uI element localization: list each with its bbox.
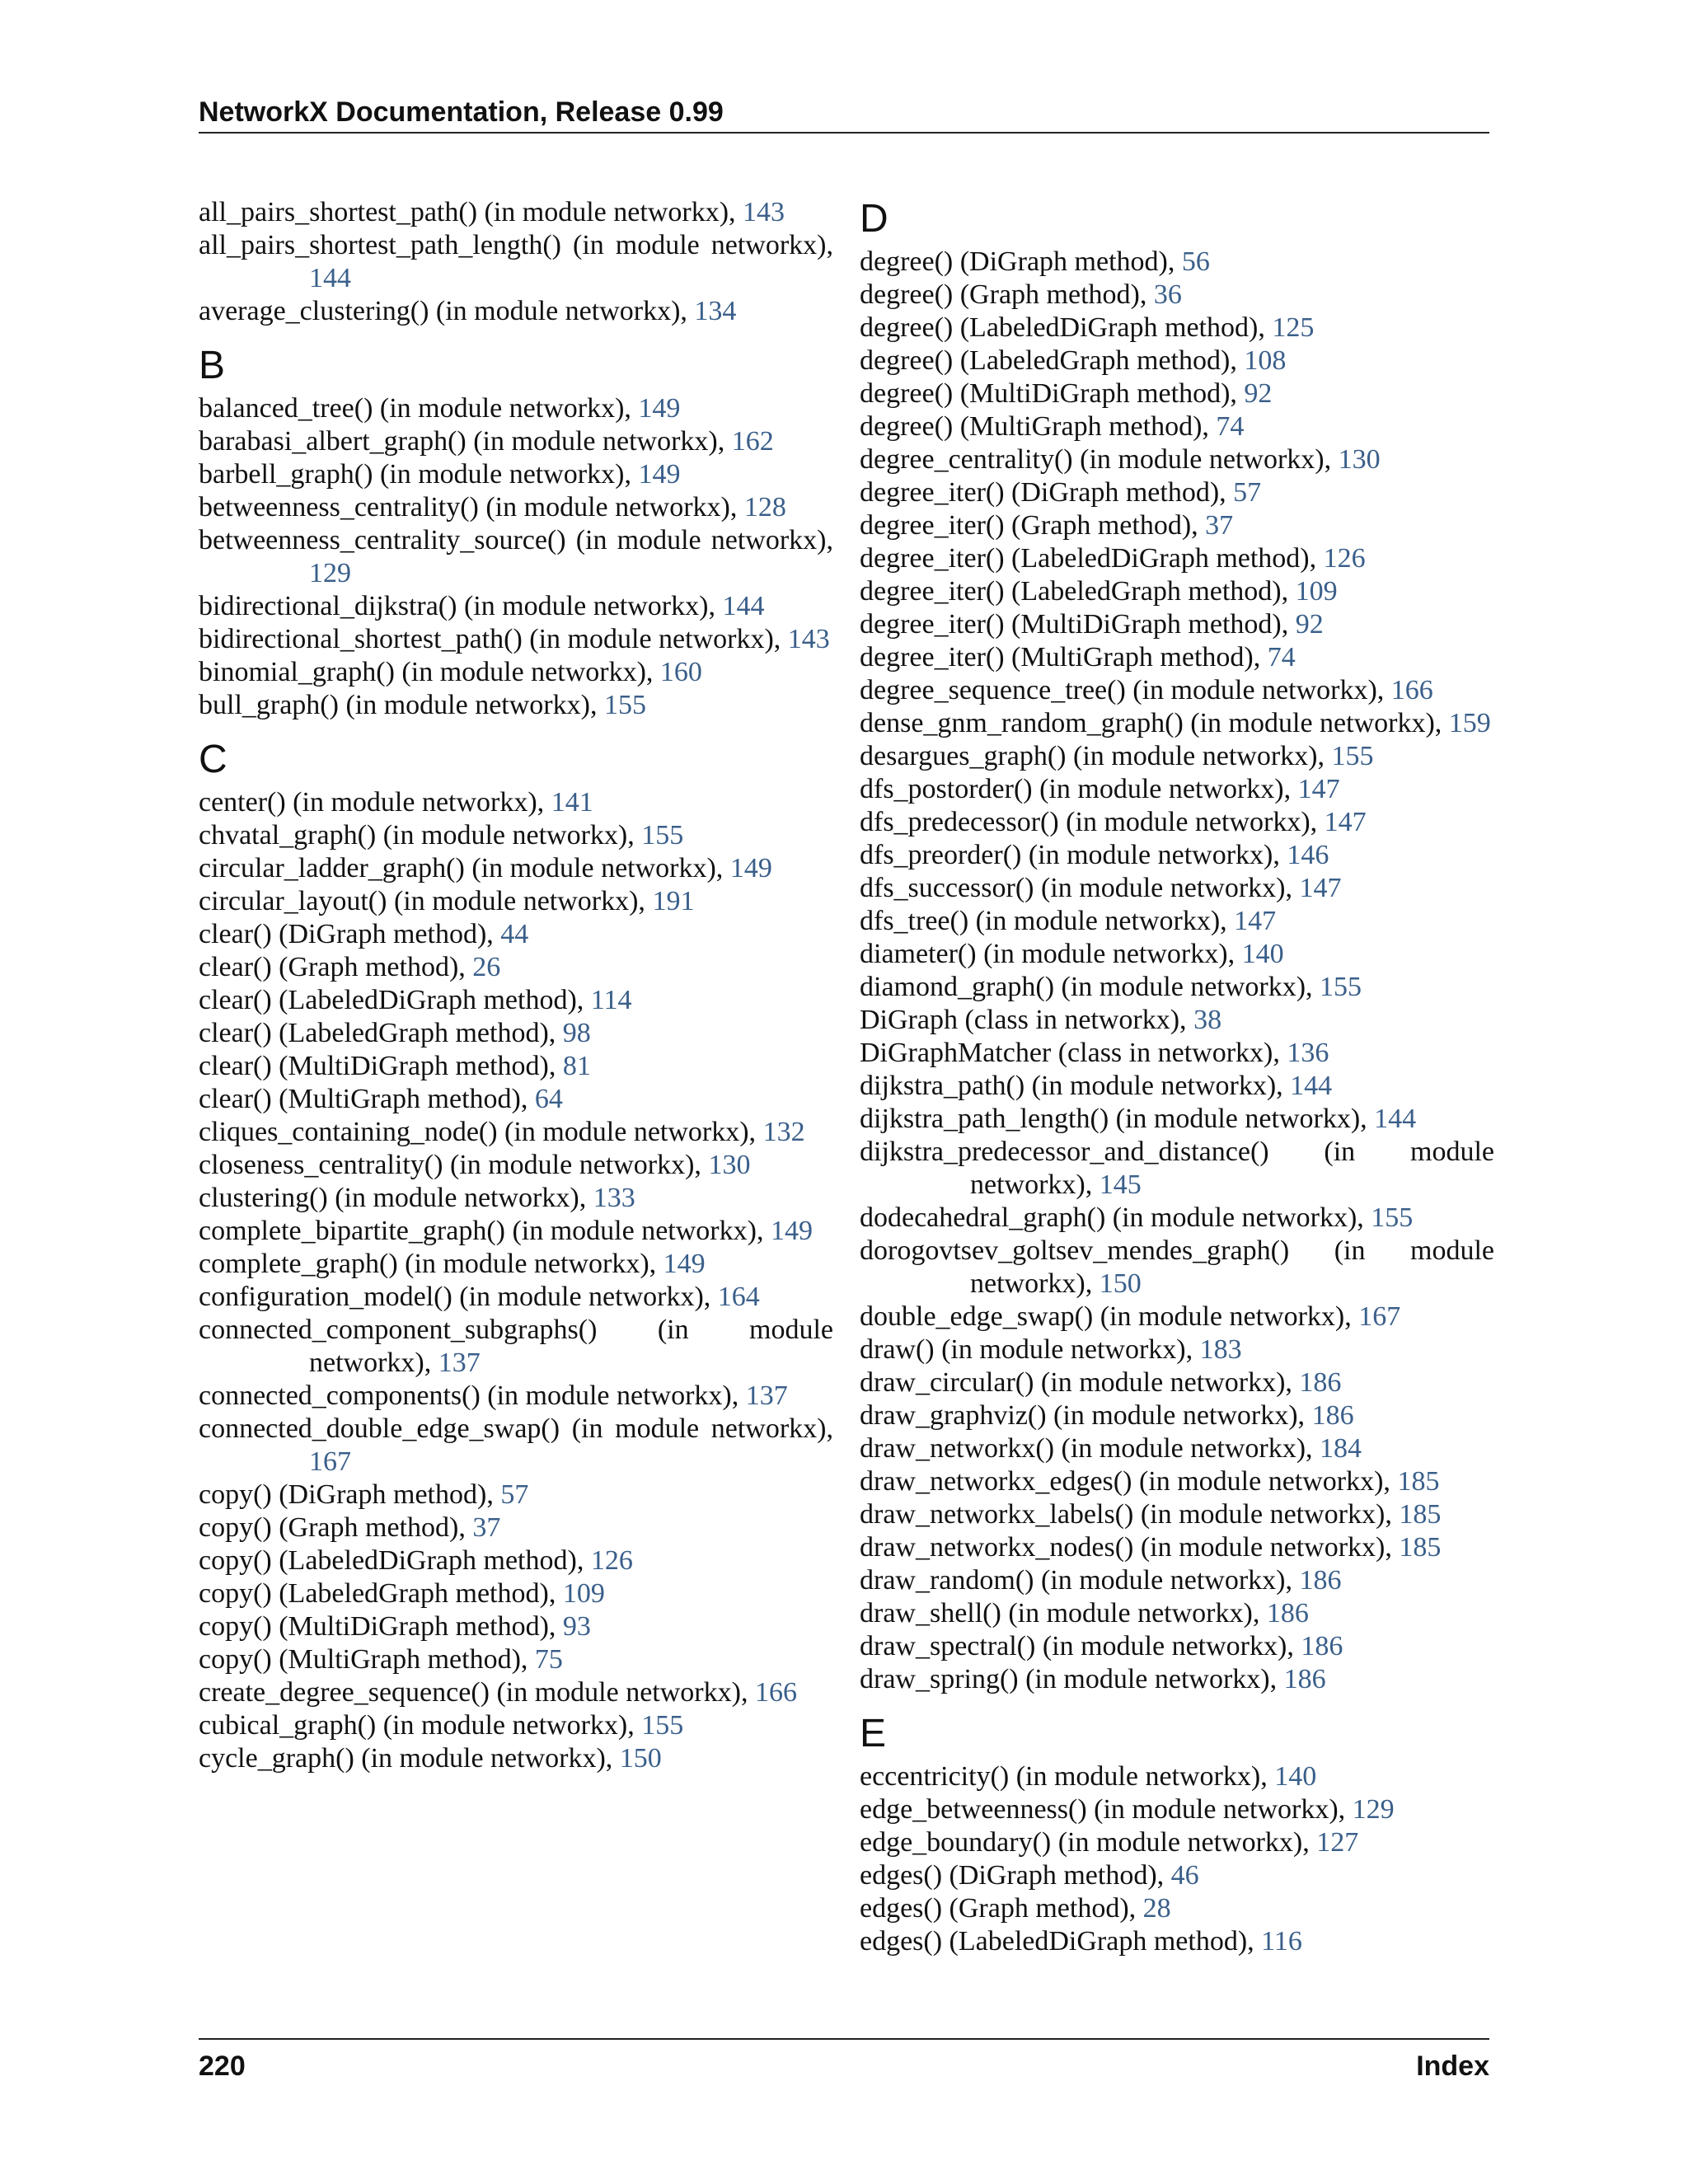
page-link[interactable]: 141 xyxy=(551,787,593,818)
page-link[interactable]: 144 xyxy=(1290,1071,1333,1101)
index-entry-term: create_degree_sequence() (in module networkx), xyxy=(199,1677,755,1708)
index-entry xyxy=(860,1432,1494,1465)
index-entry-term: edge_betweenness() (in module networkx), xyxy=(860,1794,1353,1825)
index-entry xyxy=(199,852,833,885)
index-entry-term: clear() (LabeledGraph method), xyxy=(199,1018,563,1048)
page-link[interactable]: 126 xyxy=(1323,543,1366,574)
index-entry-term: connected_double_edge_swap() (in module networkx), xyxy=(199,1413,833,1444)
index-entry-term: clustering() (in module networkx), xyxy=(199,1183,593,1213)
index-entry xyxy=(199,1149,833,1182)
index-entry-term: circular_layout() (in module networkx), xyxy=(199,886,653,916)
index-entry xyxy=(199,229,833,295)
page-link[interactable]: 126 xyxy=(590,1545,633,1576)
index-entry-term: average_clustering() (in module networkx), xyxy=(199,296,695,326)
index-letter-heading: E xyxy=(860,1712,887,1755)
index-entry-term: cycle_graph() (in module networkx), xyxy=(199,1743,620,1774)
index-entry xyxy=(199,689,833,722)
index-entry xyxy=(860,575,1494,608)
page-link[interactable]: 108 xyxy=(1244,345,1287,376)
index-entry xyxy=(199,1742,833,1775)
index-entry xyxy=(199,786,833,819)
index-entry xyxy=(199,524,833,590)
index-entry xyxy=(199,1479,833,1511)
index-entry-term: center() (in module networkx), xyxy=(199,787,551,818)
page-header xyxy=(199,94,1489,134)
index-entry-term: edge_boundary() (in module networkx), xyxy=(860,1827,1317,1858)
index-entry-term: draw_circular() (in module networkx), xyxy=(860,1367,1300,1398)
page-link[interactable]: 144 xyxy=(309,263,351,293)
index-entry xyxy=(860,1465,1494,1498)
index-entry xyxy=(860,443,1494,476)
page-link[interactable]: 149 xyxy=(770,1216,813,1246)
index-entry-term: double_edge_swap() (in module networkx), xyxy=(860,1301,1359,1332)
index-entry xyxy=(860,1531,1494,1564)
page-link[interactable]: 186 xyxy=(1283,1664,1326,1694)
index-entry-term: dijkstra_path() (in module networkx), xyxy=(860,1071,1291,1101)
index-entry-term: betweenness_centrality_source() (in module networkx), xyxy=(199,525,833,555)
index-entry-term: balanced_tree() (in module networkx), xyxy=(199,393,639,424)
page-link[interactable]: 57 xyxy=(1233,477,1262,508)
page-link[interactable]: 186 xyxy=(1311,1400,1354,1431)
page-link[interactable]: 116 xyxy=(1261,1926,1302,1957)
index-entry xyxy=(860,872,1494,905)
index-entry xyxy=(199,491,833,524)
index-entry xyxy=(199,425,833,458)
index-entry-term: diamond_graph() (in module networkx), xyxy=(860,972,1320,1002)
index-entry xyxy=(860,773,1494,806)
index-entry-term: edges() (Graph method), xyxy=(860,1893,1143,1924)
index-entry xyxy=(860,740,1494,773)
page-link[interactable]: 92 xyxy=(1295,609,1324,640)
index-entry-term: dijkstra_path_length() (in module networkx), xyxy=(860,1104,1375,1134)
index-entry-term: complete_bipartite_graph() (in module networkx), xyxy=(199,1216,771,1246)
index-entry-term: draw() (in module networkx), xyxy=(860,1334,1200,1365)
page-link[interactable]: 137 xyxy=(745,1380,788,1411)
index-entry-term: configuration_model() (in module networkx), xyxy=(199,1282,718,1312)
index-entry xyxy=(860,1498,1494,1531)
index-entry-term: bidirectional_shortest_path() (in module networkx), xyxy=(199,624,788,654)
page-link[interactable]: 186 xyxy=(1299,1367,1342,1398)
index-entry xyxy=(860,938,1494,971)
index-entry-term: dijkstra_predecessor_and_distance() (in module networkx), xyxy=(860,1137,1494,1200)
index-entry xyxy=(860,1925,1494,1958)
index-entry-term: copy() (Graph method), xyxy=(199,1512,473,1543)
index-entry xyxy=(860,839,1494,872)
index-entry xyxy=(199,885,833,918)
page-link[interactable]: 160 xyxy=(659,657,702,687)
index-entry xyxy=(860,1597,1494,1630)
index-entry xyxy=(860,971,1494,1004)
page-link[interactable]: 162 xyxy=(731,426,774,457)
document-title: NetworkX Documentation, Release 0.99 xyxy=(199,96,724,128)
index-entry xyxy=(860,1892,1494,1925)
page-link[interactable]: 134 xyxy=(694,296,737,326)
index-entry xyxy=(199,951,833,984)
page-link[interactable]: 140 xyxy=(1241,939,1284,969)
index-entry xyxy=(199,1017,833,1050)
index-entry xyxy=(860,1366,1494,1399)
page-link[interactable]: 147 xyxy=(1297,774,1340,804)
index-entry-term: complete_graph() (in module networkx), xyxy=(199,1249,663,1279)
index-entry-term: copy() (MultiDiGraph method), xyxy=(199,1611,563,1642)
index-entry xyxy=(199,1676,833,1709)
index-entry-term: draw_spectral() (in module networkx), xyxy=(860,1631,1301,1661)
index-entry xyxy=(860,1859,1494,1892)
page-link[interactable]: 167 xyxy=(309,1446,351,1477)
index-entry-term: betweenness_centrality() (in module networkx), xyxy=(199,492,744,523)
index-entry xyxy=(860,279,1494,312)
page-link[interactable]: 128 xyxy=(743,492,786,523)
index-entry xyxy=(860,1333,1494,1366)
index-entry-term: circular_ladder_graph() (in module networkx), xyxy=(199,853,730,883)
page-footer xyxy=(199,2038,1489,2084)
index-entry-term: clear() (LabeledDiGraph method), xyxy=(199,985,591,1015)
index-entry-term: copy() (MultiGraph method), xyxy=(199,1644,535,1675)
index-entry xyxy=(199,1314,833,1380)
page-link[interactable]: 185 xyxy=(1399,1499,1442,1530)
index-entry-term: DiGraphMatcher (class in networkx), xyxy=(860,1038,1287,1068)
index-entry-term: degree_iter() (LabeledDiGraph method), xyxy=(860,543,1324,574)
index-column-right xyxy=(860,196,1494,1958)
page-link[interactable]: 127 xyxy=(1316,1827,1359,1858)
index-entry-term: edges() (DiGraph method), xyxy=(860,1860,1171,1891)
index-entry xyxy=(199,623,833,656)
index-entry-term: dense_gnm_random_graph() (in module networkx), xyxy=(860,708,1449,738)
page-link[interactable]: 136 xyxy=(1287,1038,1329,1068)
index-entry-term: copy() (LabeledDiGraph method), xyxy=(199,1545,591,1576)
index-entry xyxy=(860,1564,1494,1597)
section-name: Index xyxy=(1416,2050,1489,2082)
index-entry-term: degree() (MultiDiGraph method), xyxy=(860,378,1245,409)
index-entry xyxy=(860,246,1494,279)
index-entry-term: dfs_tree() (in module networkx), xyxy=(860,906,1235,936)
index-entry-term: closeness_centrality() (in module networkx), xyxy=(199,1150,709,1180)
page-link[interactable]: 166 xyxy=(1390,675,1433,705)
page-link[interactable]: 164 xyxy=(717,1282,760,1312)
page-link[interactable]: 125 xyxy=(1272,312,1315,343)
index-entry-term: dfs_predecessor() (in module networkx), xyxy=(860,807,1325,837)
page-link[interactable]: 184 xyxy=(1320,1433,1362,1464)
index-entry xyxy=(860,476,1494,509)
index-entry-term: degree_iter() (MultiGraph method), xyxy=(860,642,1268,673)
page-link[interactable]: 130 xyxy=(1338,444,1381,475)
index-entry-term: degree_iter() (DiGraph method), xyxy=(860,477,1234,508)
index-entry xyxy=(199,392,833,425)
page-link[interactable]: 92 xyxy=(1244,378,1273,409)
index-entry xyxy=(199,1380,833,1413)
index-entry-term: degree() (DiGraph method), xyxy=(860,246,1182,277)
page-link[interactable]: 147 xyxy=(1234,906,1277,936)
index-entry xyxy=(199,590,833,623)
index-entry-term: cubical_graph() (in module networkx), xyxy=(199,1710,642,1741)
page-link[interactable]: 186 xyxy=(1299,1565,1342,1596)
index-entry-term: bull_graph() (in module networkx), xyxy=(199,690,604,720)
index-entry-term: clear() (Graph method), xyxy=(199,952,473,982)
page-link[interactable]: 183 xyxy=(1199,1334,1242,1365)
page-link[interactable]: 191 xyxy=(652,886,695,916)
index-entry xyxy=(860,1202,1494,1235)
index-entry-term: connected_components() (in module networkx), xyxy=(199,1380,746,1411)
index-entry xyxy=(199,1544,833,1577)
page-link[interactable]: 155 xyxy=(1320,972,1362,1002)
page-link[interactable]: 149 xyxy=(638,393,681,424)
index-letter-heading: B xyxy=(199,344,226,387)
index-letter-heading: D xyxy=(860,197,889,241)
index-entry xyxy=(860,674,1494,707)
index-entry xyxy=(199,1709,833,1742)
index-entry xyxy=(860,806,1494,839)
index-entry xyxy=(199,196,833,229)
page-link[interactable]: 140 xyxy=(1274,1761,1317,1792)
index-entry xyxy=(860,377,1494,410)
index-entry xyxy=(860,410,1494,443)
index-entry-term: clear() (MultiDiGraph method), xyxy=(199,1051,563,1081)
index-entry xyxy=(860,312,1494,344)
page-link[interactable]: 186 xyxy=(1301,1631,1343,1661)
page-link[interactable]: 144 xyxy=(1374,1104,1417,1134)
page-link[interactable]: 109 xyxy=(562,1578,605,1609)
index-entry-term: eccentricity() (in module networkx), xyxy=(860,1761,1275,1792)
index-entry-term: connected_component_subgraphs() (in module networkx), xyxy=(199,1315,833,1378)
index-entry-term: all_pairs_shortest_path_length() (in module networkx), xyxy=(199,230,833,260)
index-entry xyxy=(199,1116,833,1149)
page-link[interactable]: 38 xyxy=(1193,1005,1222,1035)
index-entry xyxy=(199,918,833,951)
index-entry-term: draw_spring() (in module networkx), xyxy=(860,1664,1284,1694)
page-link[interactable]: 159 xyxy=(1448,708,1491,738)
index-entry-term: edges() (LabeledDiGraph method), xyxy=(860,1926,1262,1957)
page-link[interactable]: 74 xyxy=(1267,642,1296,673)
index-entry-term: degree() (LabeledGraph method), xyxy=(860,345,1245,376)
page-link[interactable]: 146 xyxy=(1287,840,1329,870)
index-entry xyxy=(860,1301,1494,1333)
index-entry-term: draw_graphviz() (in module networkx), xyxy=(860,1400,1312,1431)
index-entry xyxy=(860,1235,1494,1301)
page-link[interactable]: 144 xyxy=(722,591,765,621)
index-entry-term: dfs_preorder() (in module networkx), xyxy=(860,840,1287,870)
page-link[interactable]: 133 xyxy=(593,1183,635,1213)
index-entry xyxy=(860,707,1494,740)
index-entry xyxy=(860,1826,1494,1859)
index-entry-term: copy() (LabeledGraph method), xyxy=(199,1578,563,1609)
index-entry xyxy=(860,641,1494,674)
index-entry-term: draw_networkx_nodes() (in module networkx), xyxy=(860,1532,1400,1563)
index-entry-term: DiGraph (class in networkx), xyxy=(860,1005,1194,1035)
index-entry-term: draw_networkx_labels() (in module networkx), xyxy=(860,1499,1400,1530)
index-entry xyxy=(860,1663,1494,1696)
page-link[interactable]: 143 xyxy=(787,624,830,654)
page-link[interactable]: 149 xyxy=(638,459,681,490)
page-link[interactable]: 155 xyxy=(1331,741,1374,771)
index-entry-term: diameter() (in module networkx), xyxy=(860,939,1242,969)
index-entry-term: draw_networkx() (in module networkx), xyxy=(860,1433,1320,1464)
index-entry-term: clear() (DiGraph method), xyxy=(199,919,501,949)
page-link[interactable]: 75 xyxy=(534,1644,563,1675)
index-entry-term: binomial_graph() (in module networkx), xyxy=(199,657,660,687)
index-entry xyxy=(199,819,833,852)
index-entry xyxy=(860,1103,1494,1136)
page-link[interactable]: 143 xyxy=(743,197,785,227)
index-entry xyxy=(199,1248,833,1281)
index-entry-term: desargues_graph() (in module networkx), xyxy=(860,741,1332,771)
index-entry xyxy=(199,1511,833,1544)
index-entry-term: draw_networkx_edges() (in module networkx), xyxy=(860,1466,1398,1497)
index-entry-term: degree() (Graph method), xyxy=(860,279,1154,310)
index-entry xyxy=(199,1643,833,1676)
index-entry xyxy=(199,1577,833,1610)
index-entry-term: degree_centrality() (in module networkx), xyxy=(860,444,1339,475)
page-link[interactable]: 74 xyxy=(1216,411,1245,442)
index-entry-term: degree_iter() (Graph method), xyxy=(860,510,1206,541)
index-entry xyxy=(860,608,1494,641)
index-entry-term: bidirectional_dijkstra() (in module networkx), xyxy=(199,591,723,621)
index-entry-term: degree_iter() (LabeledGraph method), xyxy=(860,576,1296,607)
page-link[interactable]: 129 xyxy=(1352,1794,1395,1825)
index-entry-term: degree() (LabeledDiGraph method), xyxy=(860,312,1273,343)
page-link[interactable]: 114 xyxy=(590,985,632,1015)
index-entry-term: draw_random() (in module networkx), xyxy=(860,1565,1300,1596)
page-link[interactable]: 155 xyxy=(641,1710,684,1741)
page-link[interactable]: 147 xyxy=(1299,873,1342,903)
index-entry-term: dfs_successor() (in module networkx), xyxy=(860,873,1300,903)
index-entry xyxy=(860,542,1494,575)
page-link[interactable]: 46 xyxy=(1170,1860,1199,1891)
page-link[interactable]: 130 xyxy=(708,1150,751,1180)
index-entry-term: barbell_graph() (in module networkx), xyxy=(199,459,639,490)
index-entry-term: dodecahedral_graph() (in module networkx), xyxy=(860,1202,1372,1233)
page-link[interactable]: 185 xyxy=(1397,1466,1440,1497)
index-entry-term: barabasi_albert_graph() (in module networkx), xyxy=(199,426,732,457)
page-link[interactable]: 109 xyxy=(1295,576,1338,607)
page-link[interactable]: 149 xyxy=(729,853,772,883)
index-entry-term: dfs_postorder() (in module networkx), xyxy=(860,774,1298,804)
index-entry-term: degree_sequence_tree() (in module networkx), xyxy=(860,675,1391,705)
index-entry xyxy=(199,458,833,491)
page-link[interactable]: 186 xyxy=(1266,1598,1309,1629)
page-link[interactable]: 81 xyxy=(562,1051,591,1081)
page-link[interactable]: 150 xyxy=(1099,1268,1142,1299)
page-link[interactable]: 155 xyxy=(641,820,684,851)
index-entry xyxy=(860,344,1494,377)
index-entry xyxy=(860,1136,1494,1202)
page-link[interactable]: 37 xyxy=(472,1512,501,1543)
index-entry-term: dorogovtsev_goltsev_mendes_graph() (in module networkx), xyxy=(860,1235,1494,1299)
index-entry xyxy=(199,656,833,689)
index-entry xyxy=(860,1630,1494,1663)
page-link[interactable]: 98 xyxy=(562,1018,591,1048)
index-entry xyxy=(199,1413,833,1479)
page-link[interactable]: 56 xyxy=(1181,246,1210,277)
index-entry xyxy=(199,984,833,1017)
page-link[interactable]: 93 xyxy=(562,1611,591,1642)
index-entry-term: draw_shell() (in module networkx), xyxy=(860,1598,1267,1629)
page-link[interactable]: 149 xyxy=(663,1249,706,1279)
index-entry xyxy=(860,1793,1494,1826)
page-link[interactable]: 137 xyxy=(438,1347,481,1378)
page-link[interactable]: 44 xyxy=(500,919,529,949)
index-entry xyxy=(199,1050,833,1083)
index-entry-term: clear() (MultiGraph method), xyxy=(199,1084,535,1114)
index-entry xyxy=(860,1004,1494,1037)
index-entry xyxy=(199,1281,833,1314)
page-link[interactable]: 64 xyxy=(534,1084,563,1114)
page-link[interactable]: 185 xyxy=(1399,1532,1442,1563)
index-entry xyxy=(199,1083,833,1116)
page-link[interactable]: 129 xyxy=(309,558,351,588)
index-entry-term: cliques_containing_node() (in module networkx), xyxy=(199,1117,763,1147)
index-entry xyxy=(199,1215,833,1248)
index-entry xyxy=(860,1037,1494,1070)
index-entry xyxy=(199,295,833,328)
page-link[interactable]: 166 xyxy=(754,1677,797,1708)
index-entry-term: degree_iter() (MultiDiGraph method), xyxy=(860,609,1296,640)
index-entry xyxy=(860,1399,1494,1432)
index-letter-heading: C xyxy=(199,738,227,781)
page-link[interactable]: 155 xyxy=(603,690,646,720)
index-entry xyxy=(199,1610,833,1643)
index-entry-term: degree() (MultiGraph method), xyxy=(860,411,1217,442)
page-link[interactable]: 167 xyxy=(1358,1301,1401,1332)
page-link[interactable]: 155 xyxy=(1371,1202,1414,1233)
page-link[interactable]: 145 xyxy=(1099,1169,1142,1200)
page-number: 220 xyxy=(199,2050,246,2082)
page-link[interactable]: 28 xyxy=(1142,1893,1171,1924)
index-entry xyxy=(860,905,1494,938)
index-entry xyxy=(199,1182,833,1215)
index-entry xyxy=(860,1070,1494,1103)
page-link[interactable]: 150 xyxy=(619,1743,662,1774)
index-entry-term: copy() (DiGraph method), xyxy=(199,1479,501,1510)
index-entry-term: chvatal_graph() (in module networkx), xyxy=(199,820,642,851)
index-column-left xyxy=(199,196,833,1775)
index-entry xyxy=(860,509,1494,542)
page-link[interactable]: 147 xyxy=(1324,807,1367,837)
page-link[interactable]: 132 xyxy=(762,1117,805,1147)
index-entry-term: all_pairs_shortest_path() (in module networkx), xyxy=(199,197,743,227)
page-link[interactable]: 57 xyxy=(500,1479,529,1510)
page-link[interactable]: 37 xyxy=(1205,510,1234,541)
page-link[interactable]: 36 xyxy=(1153,279,1182,310)
index-entry xyxy=(860,1760,1494,1793)
page-link[interactable]: 26 xyxy=(472,952,501,982)
